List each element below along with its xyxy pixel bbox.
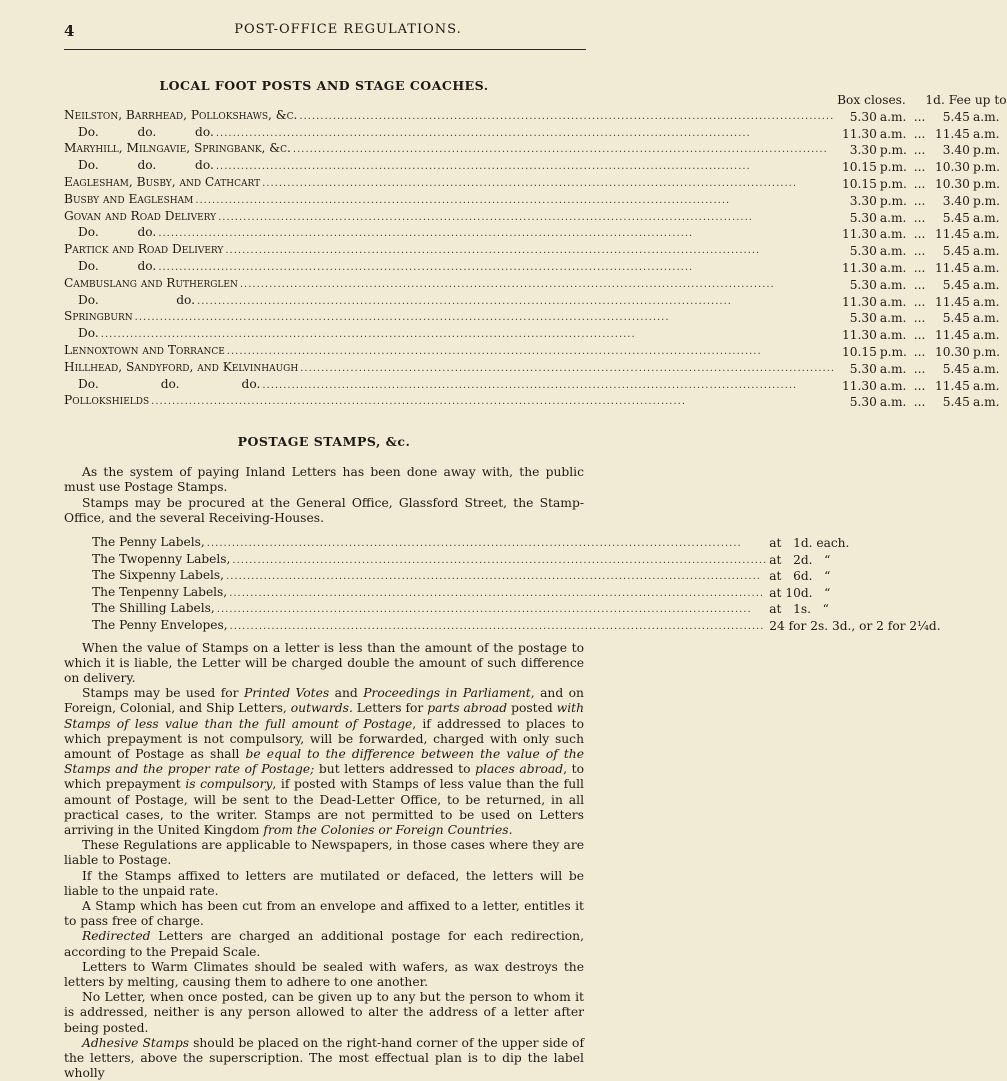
local-posts-title: LOCAL FOOT POSTS AND STAGE COACHES. [159,78,489,93]
fee-ampm: a.m. [972,361,1000,376]
stamp-leader [92,585,769,602]
box-ampm: a.m. [879,311,907,326]
paragraph-11 [64,1036,584,1081]
table-row [64,175,1007,192]
fee-time: 3.40 [942,193,970,208]
fee-ampm: a.m. [972,109,1000,124]
box-time: 11.30 [841,227,877,242]
p4-emph: is compulsory [185,777,273,792]
route-cell [64,360,837,377]
box-time: 5.30 [849,395,877,410]
page-header [64,0,584,42]
stamp-price-table [92,535,941,635]
box-ampm: a.m. [879,227,907,242]
box-ampm: a.m. [879,126,907,141]
box-time: 3.30 [849,193,877,208]
table-row [64,276,1007,293]
fee-ampm: a.m. [972,311,1000,326]
separator: ... [913,344,926,359]
route-leader [64,293,837,310]
fee-time: 10.30 [935,176,970,191]
paragraph-3: When the value of Stamps on a letter is less than the amount of the postage to which it is liable, the Letter will be charged double the amount of such difference on delivery. [64,640,584,685]
box-time: 5.30 [849,361,877,376]
stamp-label-name: The Shilling Labels, [92,601,215,616]
dot-leader [262,379,835,394]
stamp-row [92,535,941,552]
box-ampm: a.m. [879,294,907,309]
box-ampm: a.m. [879,244,907,259]
fee-time: 11.45 [935,328,970,343]
fee-ampm: a.m. [972,277,1000,292]
p4-emph: from the Colonies or Foreign Countries. [263,822,513,837]
dot-leader [227,345,835,360]
stamp-row [92,601,941,618]
fee-time: 10.30 [935,160,970,175]
dot-leader [217,603,768,618]
table-row [64,343,1007,360]
route-name: Pollokshields [64,393,150,408]
table-row [64,360,1007,377]
stamp-label-cell [92,585,769,602]
fee-ampm: a.m. [972,294,1000,309]
stamp-label-name: The Twopenny Labels, [92,551,231,566]
stamp-price: 24 for 2s. 3d., or 2 for 2¼d. [769,618,941,633]
p8-emph: Redirected [82,929,151,944]
route-name: Neilston, Barrhead, Pollokshaws, &c. [64,107,298,122]
box-ampm: a.m. [879,210,907,225]
p4-emph: outwards. [290,701,353,716]
fee-time: 3.40 [942,143,970,158]
paragraph-5: These Regulations are applicable to Newspapers, in those cases where they are liable to Postage. [64,838,584,868]
fee-ampm: a.m. [972,244,1000,259]
stamp-label-name: The Tenpenny Labels, [92,584,228,599]
fee-time: 10.30 [935,344,970,359]
fee-time: 11.45 [935,378,970,393]
table-row [64,125,1007,142]
p4-text: Letters for [352,701,428,716]
route-cell [64,343,837,360]
stamp-price: at 2d. “ [769,552,831,567]
route-leader [64,259,837,276]
stamp-label-cell [92,552,769,569]
separator: ... [913,361,926,376]
box-time: 11.30 [841,328,877,343]
paragraph-10: No Letter, when once posted, can be given up to any but the person to whom it is addressed, neither is any person allowed to alter the address of a letter after being posted. [64,990,584,1035]
box-ampm: a.m. [879,378,907,393]
route-cell [64,309,837,326]
dot-leader [229,587,767,602]
table-row [64,326,1007,343]
route-leader [64,108,837,125]
dot-leader [226,570,767,585]
separator: ... [913,109,926,124]
route-name: Do. [78,326,99,341]
route-name: Cambuslang and Rutherglen [64,275,238,290]
route-name: Do. do. [78,258,157,273]
route-leader [64,209,837,226]
col-box-header: Box closes. [837,93,906,107]
box-time: 11.30 [841,126,877,141]
table-row [64,242,1007,259]
p4-emph: places abroad [475,762,564,777]
fee-ampm: p.m. [972,193,1001,208]
route-cell [64,192,837,209]
table-row [64,192,1007,209]
fee-ampm: a.m. [972,378,1000,393]
route-name: Springburn [64,309,133,324]
route-cell [64,141,837,158]
dot-leader [216,160,835,175]
fee-ampm: p.m. [972,160,1001,175]
stamp-row [92,585,941,602]
stamp-label-cell [92,618,769,635]
table-row [64,141,1007,158]
route-cell [64,377,837,394]
stamp-leader [92,568,769,585]
route-leader [64,393,837,410]
dot-leader [300,362,835,377]
route-name: Maryhill, Milngavie, Springbank, &c. [64,141,291,156]
stamp-label-name: The Penny Labels, [92,534,205,549]
p11-text: should be placed on the right-hand corner of the upper side of the letters, above the superscription. The most effectual plan is to dip the label wholly [64,1035,584,1081]
box-ampm: p.m. [879,193,907,208]
stamp-price: at 6d. “ [769,569,831,584]
dot-leader [240,278,835,293]
fee-ampm: p.m. [972,176,1001,191]
route-leader [64,125,837,142]
p4-text: , and on Foreign, Colonial, and Ship Letters, [64,686,584,716]
stamp-label-cell [92,601,769,618]
route-cell [64,175,837,192]
route-name: Do. do. do. [78,376,261,391]
route-leader [64,175,837,192]
route-leader [64,192,837,209]
box-ampm: p.m. [879,176,907,191]
fee-time: 5.45 [942,210,970,225]
stamp-leader [92,618,769,635]
route-name: Hillhead, Sandyford, and Kelvinhaugh [64,359,299,374]
paragraph-2: Stamps may be procured at the General Office, Glassford Street, the Stamp-Office, and the several Receiving-Houses. [64,495,584,525]
box-ampm: p.m. [879,143,907,158]
route-name: Do. do. do. [78,158,214,173]
fee-time: 5.45 [942,395,970,410]
route-leader [64,141,837,158]
route-name: Lennoxtown and Torrance [64,342,225,357]
separator: ... [913,244,926,259]
route-cell [64,158,837,175]
stamp-price: at 1d. each. [769,535,850,550]
fee-ampm: p.m. [972,344,1001,359]
p4-emph: Proceedings in Parliament [363,686,531,701]
box-ampm: a.m. [879,395,907,410]
p4-emph: Printed Votes [244,686,330,701]
p4-text: , if addressed to places to which prepayment is not compulsory, will be forwarded, charged with only such amount of Postage as shall [64,716,584,761]
route-leader [64,242,837,259]
route-leader [64,343,837,360]
dot-leader [230,620,768,635]
paragraph-9: Letters to Warm Climates should be sealed with wafers, as wax destroys the letters by melting, causing them to adhere to one another. [64,959,584,989]
stamp-price: at 10d. “ [769,585,831,600]
separator: ... [913,311,926,326]
route-name: Partick and Road Delivery [64,242,224,257]
stamp-leader [92,601,769,618]
route-cell [64,225,837,242]
p11-emph: Adhesive Stamps [82,1035,190,1050]
route-leader [64,276,837,293]
box-time: 11.30 [841,260,877,275]
dot-leader [216,127,835,142]
dot-leader [158,227,835,242]
route-name: Busby and Eaglesham [64,191,194,206]
separator: ... [913,260,926,275]
fee-time: 11.45 [935,227,970,242]
separator: ... [913,210,926,225]
paragraph-7: A Stamp which has been cut from an envelope and affixed to a letter, entitles it to pass free of charge. [64,898,584,929]
p4-emph: with Stamps of less value than the full amount of Postage [64,701,584,731]
route-name: Govan and Road Delivery [64,208,217,223]
separator: ... [913,143,926,158]
paragraph-4 [64,686,584,838]
dot-leader [195,194,835,209]
route-name: Do. do. do. [78,124,214,139]
p4-text: but letters addressed to [314,762,476,777]
route-cell [64,209,837,226]
box-ampm: a.m. [879,277,907,292]
separator: ... [913,126,926,141]
route-name: Do. do. [78,225,157,240]
paragraph-8 [64,929,584,959]
stamp-price: at 1s. “ [769,602,829,617]
local-posts-table [64,93,1007,410]
box-time: 11.30 [841,294,877,309]
box-time: 5.30 [849,277,877,292]
p4-emph: be equal to the difference between the value of the Stamps and the proper rate of Postage; [64,746,584,777]
table-row [64,225,1007,242]
dot-leader [299,110,835,125]
running-title: POST-OFFICE REGULATIONS. [234,22,462,37]
box-ampm: p.m. [879,160,907,175]
route-cell [64,125,837,142]
route-cell [64,242,837,259]
route-cell [64,326,837,343]
box-time: 3.30 [849,143,877,158]
route-cell [64,108,837,125]
box-time: 10.15 [841,344,877,359]
route-cell [64,276,837,293]
stamp-row [92,568,941,585]
postage-stamps-title: POSTAGE STAMPS, &c. [237,434,411,450]
fee-time: 5.45 [942,244,970,259]
box-time: 5.30 [849,311,877,326]
separator: ... [913,176,926,191]
box-ampm: a.m. [879,260,907,275]
header-rule [64,49,586,50]
route-leader [64,360,837,377]
p4-emph: parts abroad [427,701,508,716]
route-cell [64,393,837,410]
dot-leader [218,211,835,226]
p4-text: and [329,686,364,701]
p4-text: posted [507,701,557,716]
table-row [64,158,1007,175]
dot-leader [225,244,835,259]
dot-leader [207,537,767,552]
box-time: 5.30 [849,109,877,124]
stamp-leader [92,552,769,569]
box-ampm: a.m. [879,361,907,376]
table-row [64,209,1007,226]
box-time: 10.15 [841,176,877,191]
box-time: 10.15 [841,160,877,175]
p4-text: Stamps may be used for [82,686,244,701]
separator: ... [913,395,926,410]
fee-time: 11.45 [935,260,970,275]
route-leader [64,326,837,343]
route-leader [64,225,837,242]
dot-leader [158,261,835,276]
fee-time: 5.45 [942,277,970,292]
route-leader [64,158,837,175]
separator: ... [913,227,926,242]
dot-leader [135,311,835,326]
box-ampm: a.m. [879,109,907,124]
col-fee-header: 1d. Fee up to [925,93,1007,107]
stamp-label-name: The Sixpenny Labels, [92,568,225,583]
fee-ampm: a.m. [972,210,1000,225]
fee-time: 5.45 [942,311,970,326]
stamp-label-cell [92,568,769,585]
table-row [64,293,1007,310]
fee-ampm: a.m. [972,126,1000,141]
fee-time: 5.45 [942,361,970,376]
fee-time: 11.45 [935,294,970,309]
dot-leader [151,395,835,410]
box-ampm: a.m. [879,328,907,343]
box-time: 11.30 [841,378,877,393]
p4-text: , to which prepayment [64,762,584,792]
fee-ampm: p.m. [972,143,1001,158]
paragraph-6: If the Stamps affixed to letters are mutilated or defaced, the letters will be liable to the unpaid rate. [64,868,584,898]
route-cell [64,259,837,276]
separator: ... [913,160,926,175]
box-time: 5.30 [849,244,877,259]
table-row [64,108,1007,125]
box-ampm: p.m. [879,344,907,359]
separator: ... [913,378,926,393]
table-row [64,309,1007,326]
table-row [64,393,1007,410]
dot-leader [232,554,767,569]
table-header-row [64,93,1007,108]
stamp-row [92,552,941,569]
route-name: Eaglesham, Busby, and Cathcart [64,174,261,189]
dot-leader [197,295,835,310]
fee-ampm: a.m. [972,395,1000,410]
fee-ampm: a.m. [972,227,1000,242]
table-row [64,259,1007,276]
p8-text: Letters are charged an additional postage for each redirection, according to the Prepaid Scale. [64,929,584,959]
dot-leader [293,143,835,158]
fee-time: 5.45 [942,109,970,124]
route-name: Do. do. [78,292,196,307]
p4-text: , if posted with Stamps of less value than the full amount of Postage, will be sent to the Dead-Letter Office, to be returned, in all practical cases, to the writer. Stamps are not permitted to be used on Letters arriving in the United Kingdom [64,777,584,837]
route-leader [64,377,837,394]
route-cell [64,293,837,310]
stamp-label-cell [92,535,769,552]
box-time: 5.30 [849,210,877,225]
route-leader [64,309,837,326]
separator: ... [913,277,926,292]
paragraph-1: As the system of paying Inland Letters has been done away with, the public must use Postage Stamps. [64,465,584,495]
separator: ... [913,193,926,208]
dot-leader [262,177,835,192]
dot-leader [101,328,835,343]
fee-time: 11.45 [935,126,970,141]
page-number: 4 [64,22,75,40]
separator: ... [913,328,926,343]
fee-ampm: a.m. [972,260,1000,275]
table-row [64,377,1007,394]
stamp-label-name: The Penny Envelopes, [92,617,228,632]
stamp-leader [92,535,769,552]
stamp-row [92,618,941,635]
separator: ... [913,294,926,309]
fee-ampm: a.m. [972,328,1000,343]
